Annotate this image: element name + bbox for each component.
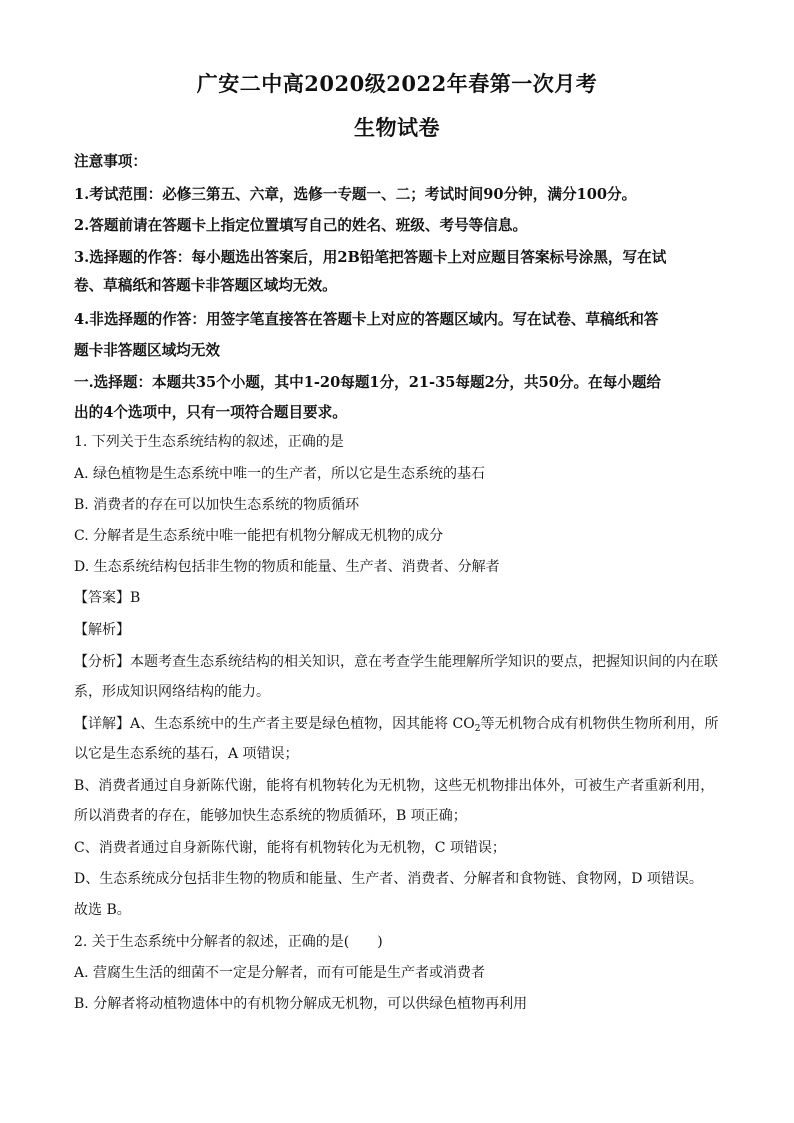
option-b: B. 消费者的存在可以加快生态系统的物质循环 [74,497,360,513]
explanation-text [74,713,724,734]
explanation-text: B、消费者通过自身新陈代谢，能将有机物转化为无机物，这些无机物排出体外，可被生产者重新利用， [74,778,715,794]
option-a: A. 绿色植物是生态系统中唯一的生产者，所以它是生态系统的基石 [74,466,486,482]
option-d: D. 生态系统结构包括非生物的物质和能量、生产者、消费者、分解者 [74,559,500,575]
exam-subtitle: 生物试卷 [354,115,440,140]
notice-item: 4.非选择题的作答：用签字笔直接答在答题卡上对应的答题区域内。写在试卷、草稿纸和答 [74,311,659,328]
option-a: A. 营腐生生活的细菌不一定是分解者，而有可能是生产者或消费者 [74,965,486,981]
analysis-text: 系，形成知识网络结构的能力。 [74,684,270,700]
notice-item: 2.答题前请在答题卡上指定位置填写自己的姓名、班级、考号等信息。 [74,217,528,234]
question-stem: 2. 关于生态系统中分解者的叙述，正确的是( ) [74,934,383,950]
answer-line: 【答案】B [74,590,141,606]
notice-item: 3.选择题的作答：每小题选出答案后，用2B铅笔把答题卡上对应题目答案标号涂黑，写在试 [74,249,667,266]
question-stem: 1. 下列关于生态系统结构的叙述，正确的是 [74,434,344,450]
option-c: C. 分解者是生态系统中唯一能把有机物分解成无机物的成分 [74,528,444,544]
explanation-text: 以它是生态系统的基石，A 项错误； [74,746,299,762]
notice-item: 1.考试范围：必修三第五、六章，选修一专题一、二；考试时间90分钟，满分100分。 [74,186,637,203]
notice-item: 题卡非答题区域均无效 [74,342,220,359]
conclusion-text: 故选 B。 [74,902,131,918]
analysis-text: 【分析】本题考查生态系统结构的相关知识，意在考查学生能理解所学知识的要点，把握知识间的内在联 [74,654,718,670]
section-heading: 一.选择题：本题共35个小题，其中1-20每题1分，21-35每题2分，共50分。在每小题给 [74,374,662,391]
notice-heading: 注意事项： [74,153,147,170]
explanation-text: 所以消费者的存在，能够加快生态系统的物质循环，B 项正确； [74,808,467,824]
option-b: B. 分解者将动植物遗体中的有机物分解成无机物，可以供绿色植物再利用 [74,996,528,1012]
notice-item: 卷、草稿纸和答题卡非答题区域均无效。 [74,277,337,294]
section-heading: 出的4个选项中，只有一项符合题目要求。 [74,404,347,421]
analysis-label: 【解析】 [74,622,130,638]
explanation-a-post: 等无机物合成有机物供生物所利用，所 [480,716,719,732]
subscript-2: 2 [474,724,481,734]
explanation-text: D、生态系统成分包括非生物的物质和能量、生产者、消费者、分解者和食物链、食物网，D 项错误。 [74,871,703,887]
exam-title: 广安二中高2020级2022年春第一次月考 [196,71,598,96]
explanation-a-pre: 【详解】A、生态系统中的生产者主要是绿色植物，因其能将 CO [74,716,475,732]
explanation-text: C、消费者通过自身新陈代谢，能将有机物转化为无机物，C 项错误； [74,840,506,856]
